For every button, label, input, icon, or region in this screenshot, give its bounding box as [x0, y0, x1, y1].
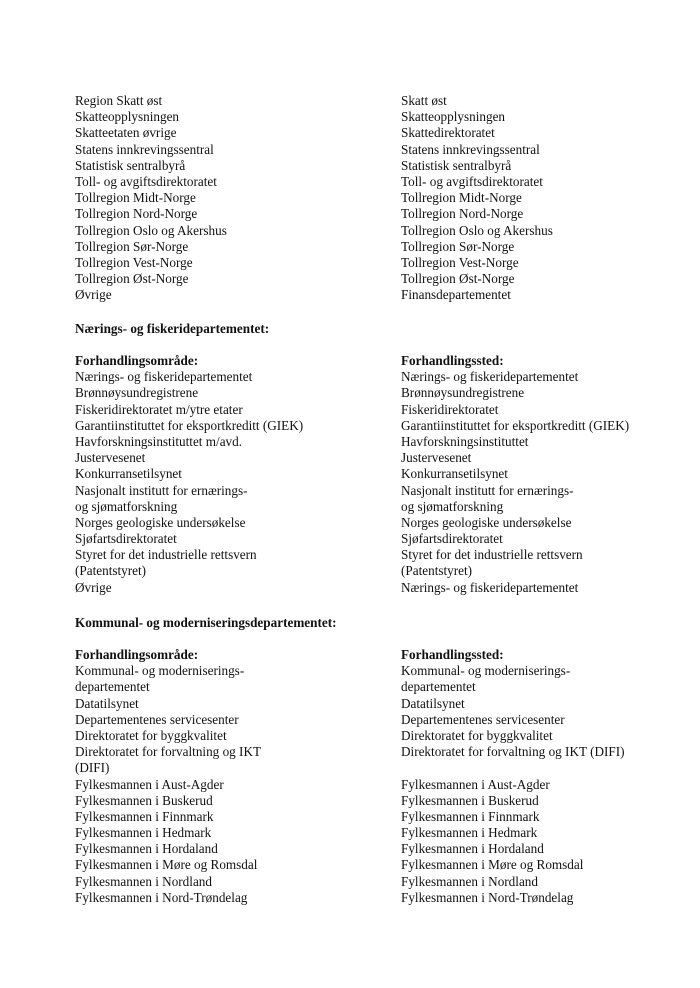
list-item: Fylkesmannen i Møre og Romsdal — [401, 857, 584, 873]
list-item: Departementenes servicesenter — [401, 711, 565, 727]
list-item: Direktoratet for byggkvalitet — [401, 727, 553, 743]
list-item: Fylkesmannen i Finnmark — [75, 808, 214, 824]
list-item: Tollregion Sør-Norge — [401, 238, 515, 254]
list-item: Tollregion Øst-Norge — [401, 271, 515, 287]
list-item: Norges geologiske undersøkelse — [401, 514, 572, 530]
list-item: Tollregion Øst-Norge — [75, 271, 189, 287]
list-item: Justervesenet — [401, 450, 472, 466]
list-item: Datatilsynet — [401, 695, 465, 711]
list-item: Finansdepartementet — [401, 287, 511, 303]
list-item: Fylkesmannen i Møre og Romsdal — [75, 857, 258, 873]
list-item: Sjøfartsdirektoratet — [75, 531, 177, 547]
list-item: Styret for det industrielle rettsvern — [401, 547, 583, 563]
list-item: Direktoratet for byggkvalitet — [75, 727, 227, 743]
list-item: Fylkesmannen i Nordland — [75, 873, 212, 889]
naerings-left-column — [75, 353, 375, 596]
skatt-right-column — [401, 93, 696, 303]
column-header-forhandlingsomrade: Forhandlingsområde: — [75, 647, 199, 662]
list-item: Tollregion Oslo og Akershus — [75, 222, 227, 238]
list-item: Datatilsynet — [75, 695, 139, 711]
list-item: Fylkesmannen i Nord-Trøndelag — [401, 889, 574, 905]
list-item: (DIFI) — [75, 760, 110, 776]
kommunal-right-column — [401, 647, 696, 906]
list-item: Skatt øst — [401, 93, 447, 108]
list-item: Toll- og avgiftsdirektoratet — [401, 173, 543, 189]
skatt-left-column — [75, 93, 375, 303]
list-item: Øvrige — [75, 579, 112, 595]
list-item: Norges geologiske undersøkelse — [75, 514, 246, 530]
list-item: Fiskeridirektoratet — [401, 401, 499, 417]
list-item: Fylkesmannen i Finnmark — [401, 808, 540, 824]
list-item: Fylkesmannen i Aust-Agder — [75, 776, 224, 792]
list-item: Konkurransetilsynet — [75, 466, 182, 482]
list-item: Fylkesmannen i Buskerud — [401, 792, 539, 808]
list-item: Tollregion Vest-Norge — [75, 254, 193, 270]
list-item: Direktoratet for forvaltning og IKT (DIFI) — [401, 744, 625, 760]
list-item: og sjømatforskning — [75, 498, 178, 514]
list-item: Tollregion Nord-Norge — [75, 206, 198, 222]
column-header-forhandlingssted: Forhandlingssted: — [401, 647, 504, 662]
list-item: Tollregion Midt-Norge — [75, 190, 196, 206]
list-item: Departementenes servicesenter — [75, 711, 239, 727]
naerings-right-column — [401, 353, 696, 596]
list-item: Brønnøysundregistrene — [401, 385, 525, 401]
list-item: Region Skatt øst — [75, 93, 163, 108]
list-item: Fylkesmannen i Hordaland — [75, 841, 218, 857]
list-item: Skattedirektoratet — [401, 125, 495, 141]
list-item: Tollregion Nord-Norge — [401, 206, 524, 222]
column-header-forhandlingsomrade: Forhandlingsområde: — [75, 353, 199, 368]
list-item: Toll- og avgiftsdirektoratet — [75, 173, 217, 189]
list-item: (Patentstyret) — [75, 563, 147, 579]
list-item: Fylkesmannen i Nordland — [401, 873, 538, 889]
list-item: Skatteopplysningen — [75, 109, 180, 125]
list-item: Statens innkrevingssentral — [75, 141, 214, 157]
list-item: Statistisk sentralbyrå — [75, 157, 186, 173]
column-header-forhandlingssted: Forhandlingssted: — [401, 353, 504, 368]
list-item: Fylkesmannen i Hedmark — [401, 825, 538, 841]
list-item: Nærings- og fiskeridepartementet — [401, 579, 579, 595]
list-item: Skatteetaten øvrige — [75, 125, 177, 141]
list-item: Direktoratet for forvaltning og IKT — [75, 744, 262, 760]
list-item: Tollregion Oslo og Akershus — [401, 222, 553, 238]
list-item: Tollregion Sør-Norge — [75, 238, 189, 254]
kommunal-left-column — [75, 647, 375, 906]
list-item: Statistisk sentralbyrå — [401, 157, 512, 173]
list-item: og sjømatforskning — [401, 498, 504, 514]
list-item: Justervesenet — [75, 450, 146, 466]
list-item: Kommunal- og moderniserings- — [401, 663, 571, 679]
list-item: Kommunal- og moderniserings- — [75, 663, 245, 679]
section-title-naerings: Nærings- og fiskeridepartementet: — [75, 321, 270, 336]
list-item: Nasjonalt institutt for ernærings- — [401, 482, 574, 498]
list-item: Havforskningsinstituttet m/avd. — [75, 433, 243, 449]
list-item: Tollregion Vest-Norge — [401, 254, 519, 270]
list-item — [401, 760, 696, 776]
list-item: Skatteopplysningen — [401, 109, 506, 125]
list-item: Konkurransetilsynet — [401, 466, 508, 482]
list-item: departementet — [401, 679, 476, 695]
list-item: Øvrige — [75, 287, 112, 303]
list-item: Sjøfartsdirektoratet — [401, 531, 503, 547]
list-item: Havforskningsinstituttet — [401, 433, 529, 449]
list-item: Brønnøysundregistrene — [75, 385, 199, 401]
list-item: Tollregion Midt-Norge — [401, 190, 522, 206]
list-item: Fylkesmannen i Hordaland — [401, 841, 544, 857]
list-item: (Patentstyret) — [401, 563, 473, 579]
list-item: Nasjonalt institutt for ernærings- — [75, 482, 248, 498]
list-item: Garantiinstituttet for eksportkreditt (GIEK) — [401, 417, 630, 433]
list-item: departementet — [75, 679, 150, 695]
list-item: Fylkesmannen i Aust-Agder — [401, 776, 550, 792]
list-item: Statens innkrevingssentral — [401, 141, 540, 157]
section-title-kommunal: Kommunal- og moderniseringsdepartementet: — [75, 615, 337, 630]
list-item: Fylkesmannen i Buskerud — [75, 792, 213, 808]
list-item: Fylkesmannen i Nord-Trøndelag — [75, 889, 248, 905]
list-item: Fiskeridirektoratet m/ytre etater — [75, 401, 243, 417]
list-item: Garantiinstituttet for eksportkreditt (GIEK) — [75, 417, 304, 433]
list-item: Nærings- og fiskeridepartementet — [401, 369, 579, 385]
list-item: Fylkesmannen i Hedmark — [75, 825, 212, 841]
list-item: Nærings- og fiskeridepartementet — [75, 369, 253, 385]
list-item: Styret for det industrielle rettsvern — [75, 547, 257, 563]
